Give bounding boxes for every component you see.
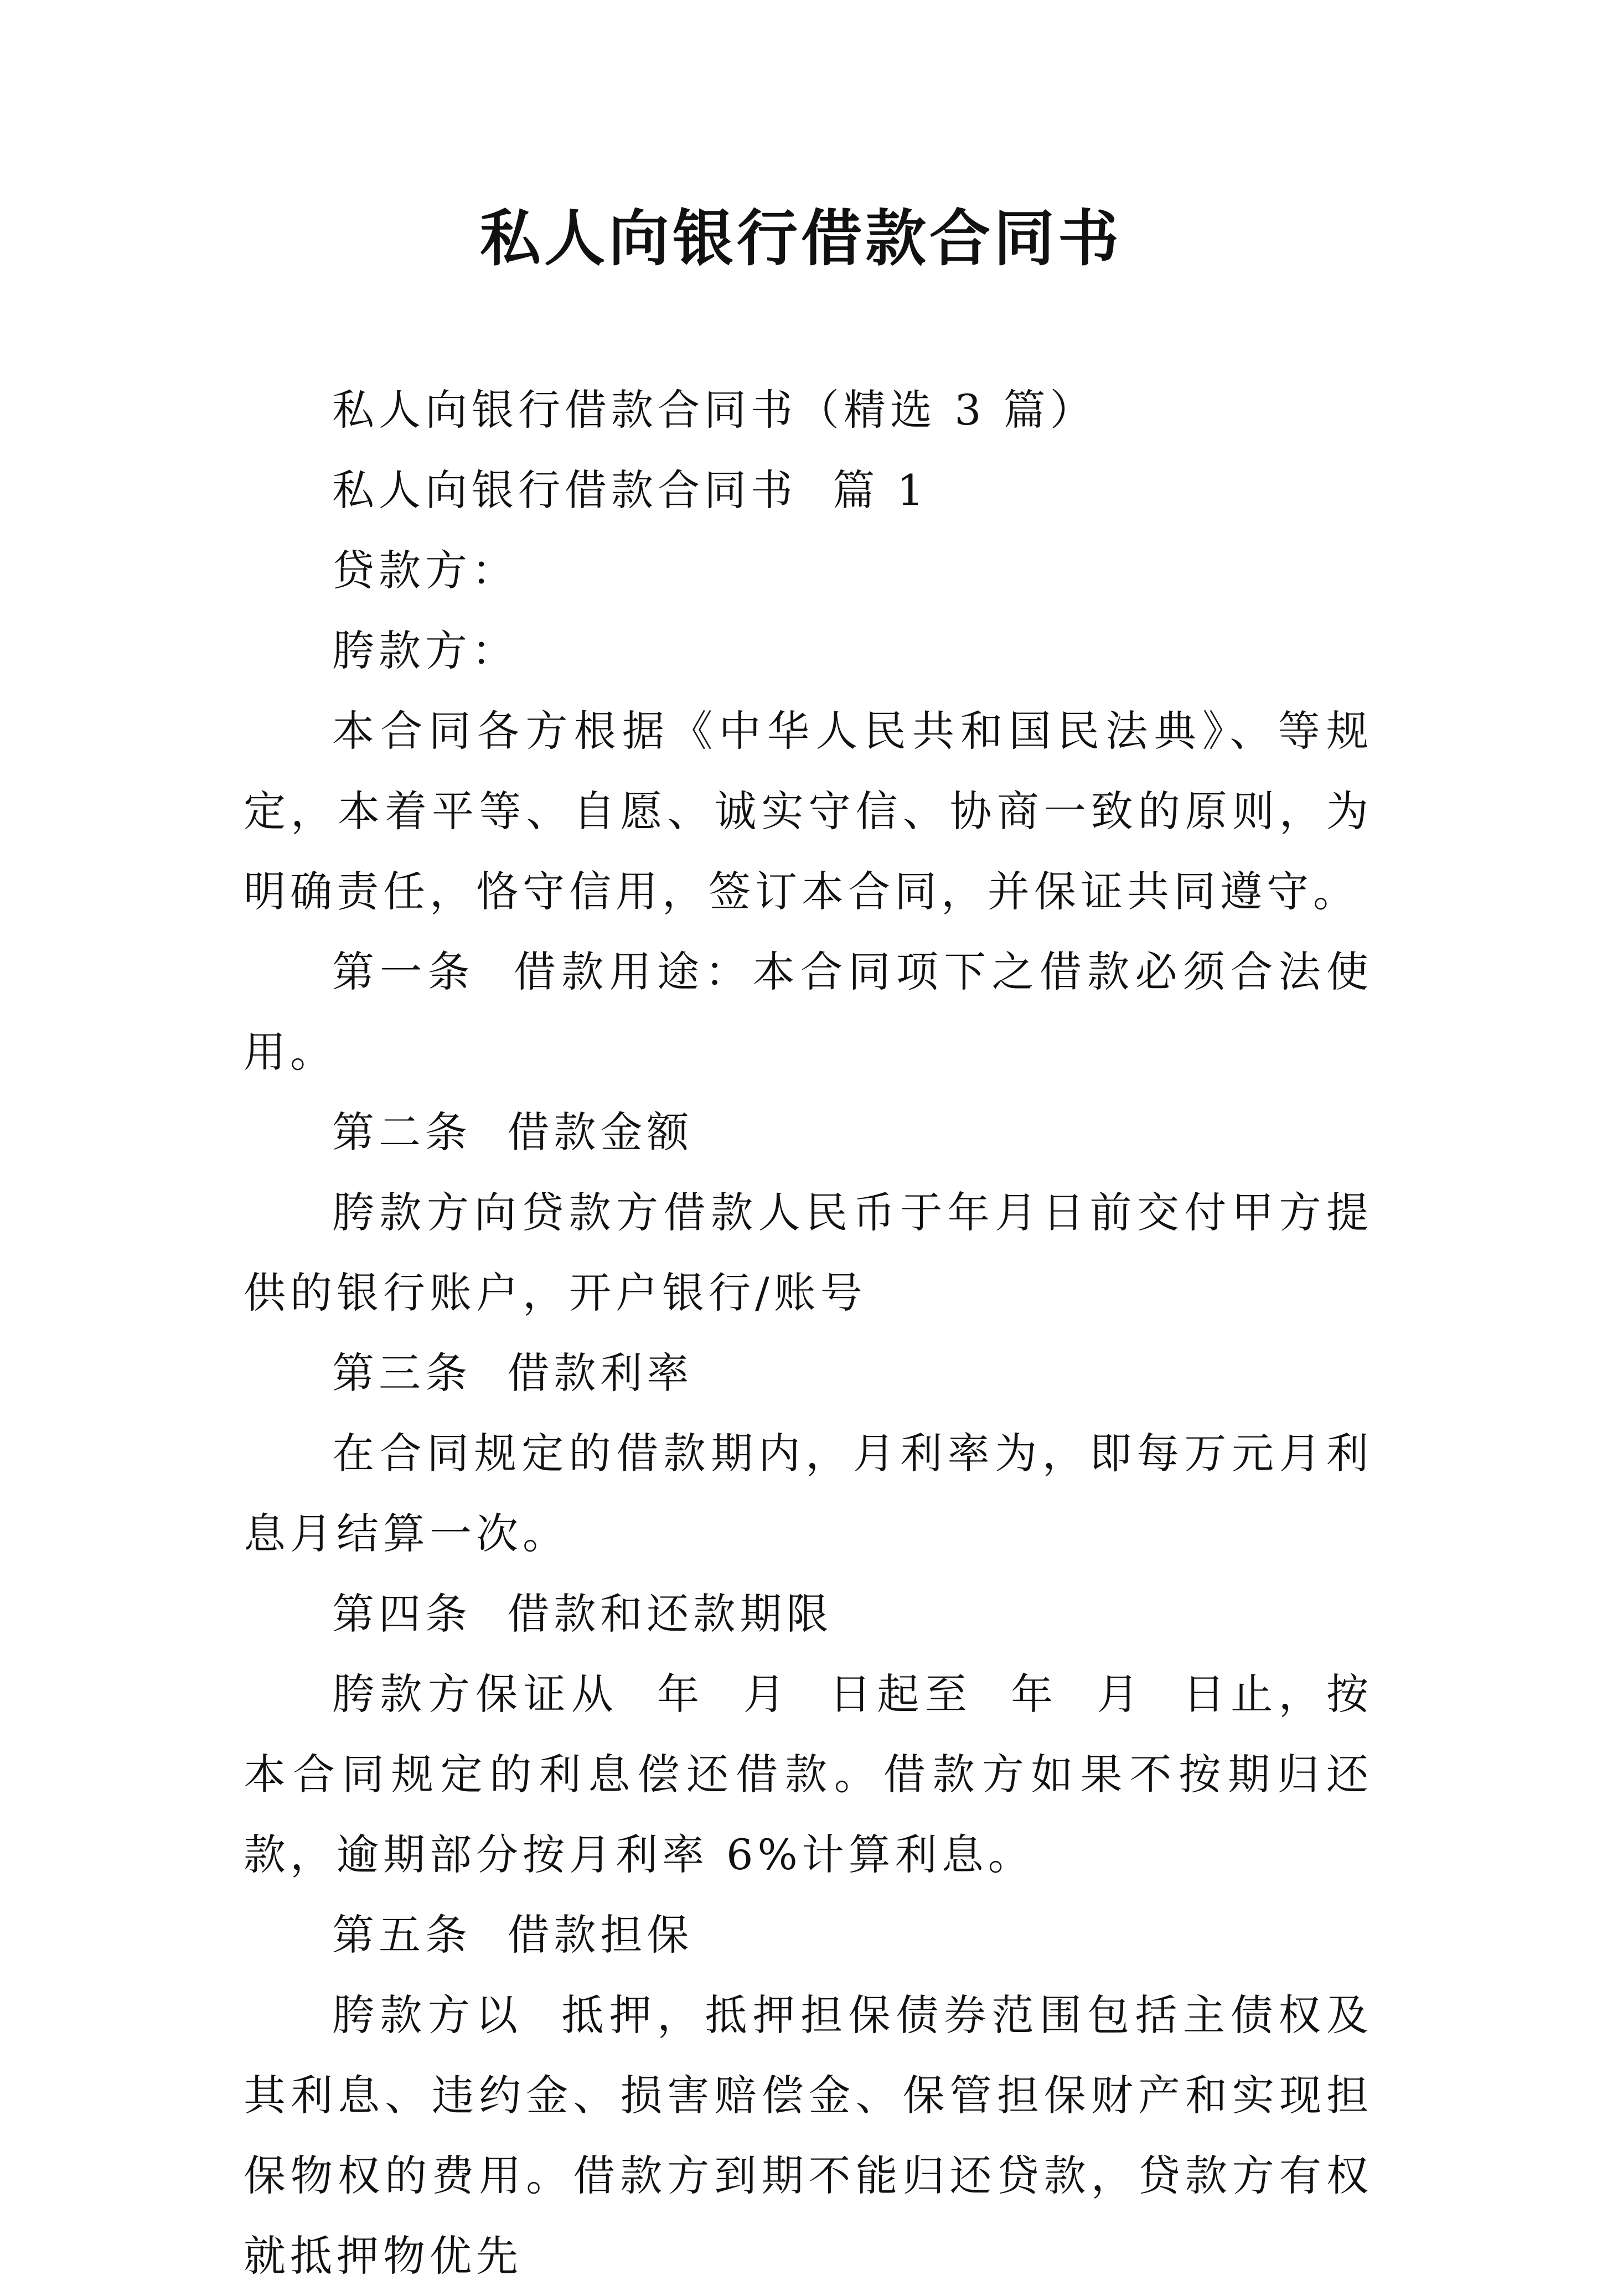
document-body [244,370,1373,2296]
doc-heading-collection: 私人向银行借款合同书（精选 3 篇） [332,385,1097,435]
article-3-body: 在合同规定的借款期内，月利率为，即每万元月利息月结算一次。 [244,1429,1373,1558]
borrower-line: 胯款方： [332,626,518,675]
article-1-purpose: 第一条 借款用途：本合同项下之借款必须合法使用。 [244,947,1373,1077]
article-2-heading: 第二条 借款金额 [332,1108,694,1157]
article-5-body: 胯款方以 抵押，抵押担保债券范围包括主债权及其利息、违约金、损害赔偿金、保管担保财产和实现担保物权的费用。借款方到期不能归还贷款，贷款方有权就抵押物优先 [244,1990,1373,2281]
preamble-paragraph: 本合同各方根据《中华人民共和国民法典》、等规定，本着平等、自愿、诚实守信、协商一致的原则，为明确责任，恪守信用，签订本合同，并保证共同遵守。 [244,706,1373,916]
lender-line: 贷款方： [332,546,518,595]
article-3-heading: 第三条 借款利率 [332,1348,694,1398]
article-2-body: 胯款方向贷款方借款人民币于年月日前交付甲方提供的银行账户，开户银行/账号 [244,1188,1373,1317]
article-5-heading: 第五条 借款担保 [332,1910,694,1959]
article-4-body: 胯款方保证从 年 月 日起至 年 月 日止，按本合同规定的利息偿还借款。借款方如果不按期归还款，逾期部分按月利率 6%计算利息。 [244,1669,1373,1879]
article-4-heading: 第四条 借款和还款期限 [332,1589,833,1638]
doc-heading-part1: 私人向银行借款合同书 篇 1 [332,466,928,515]
page-title: 私人向银行借款合同书 [480,203,1122,274]
